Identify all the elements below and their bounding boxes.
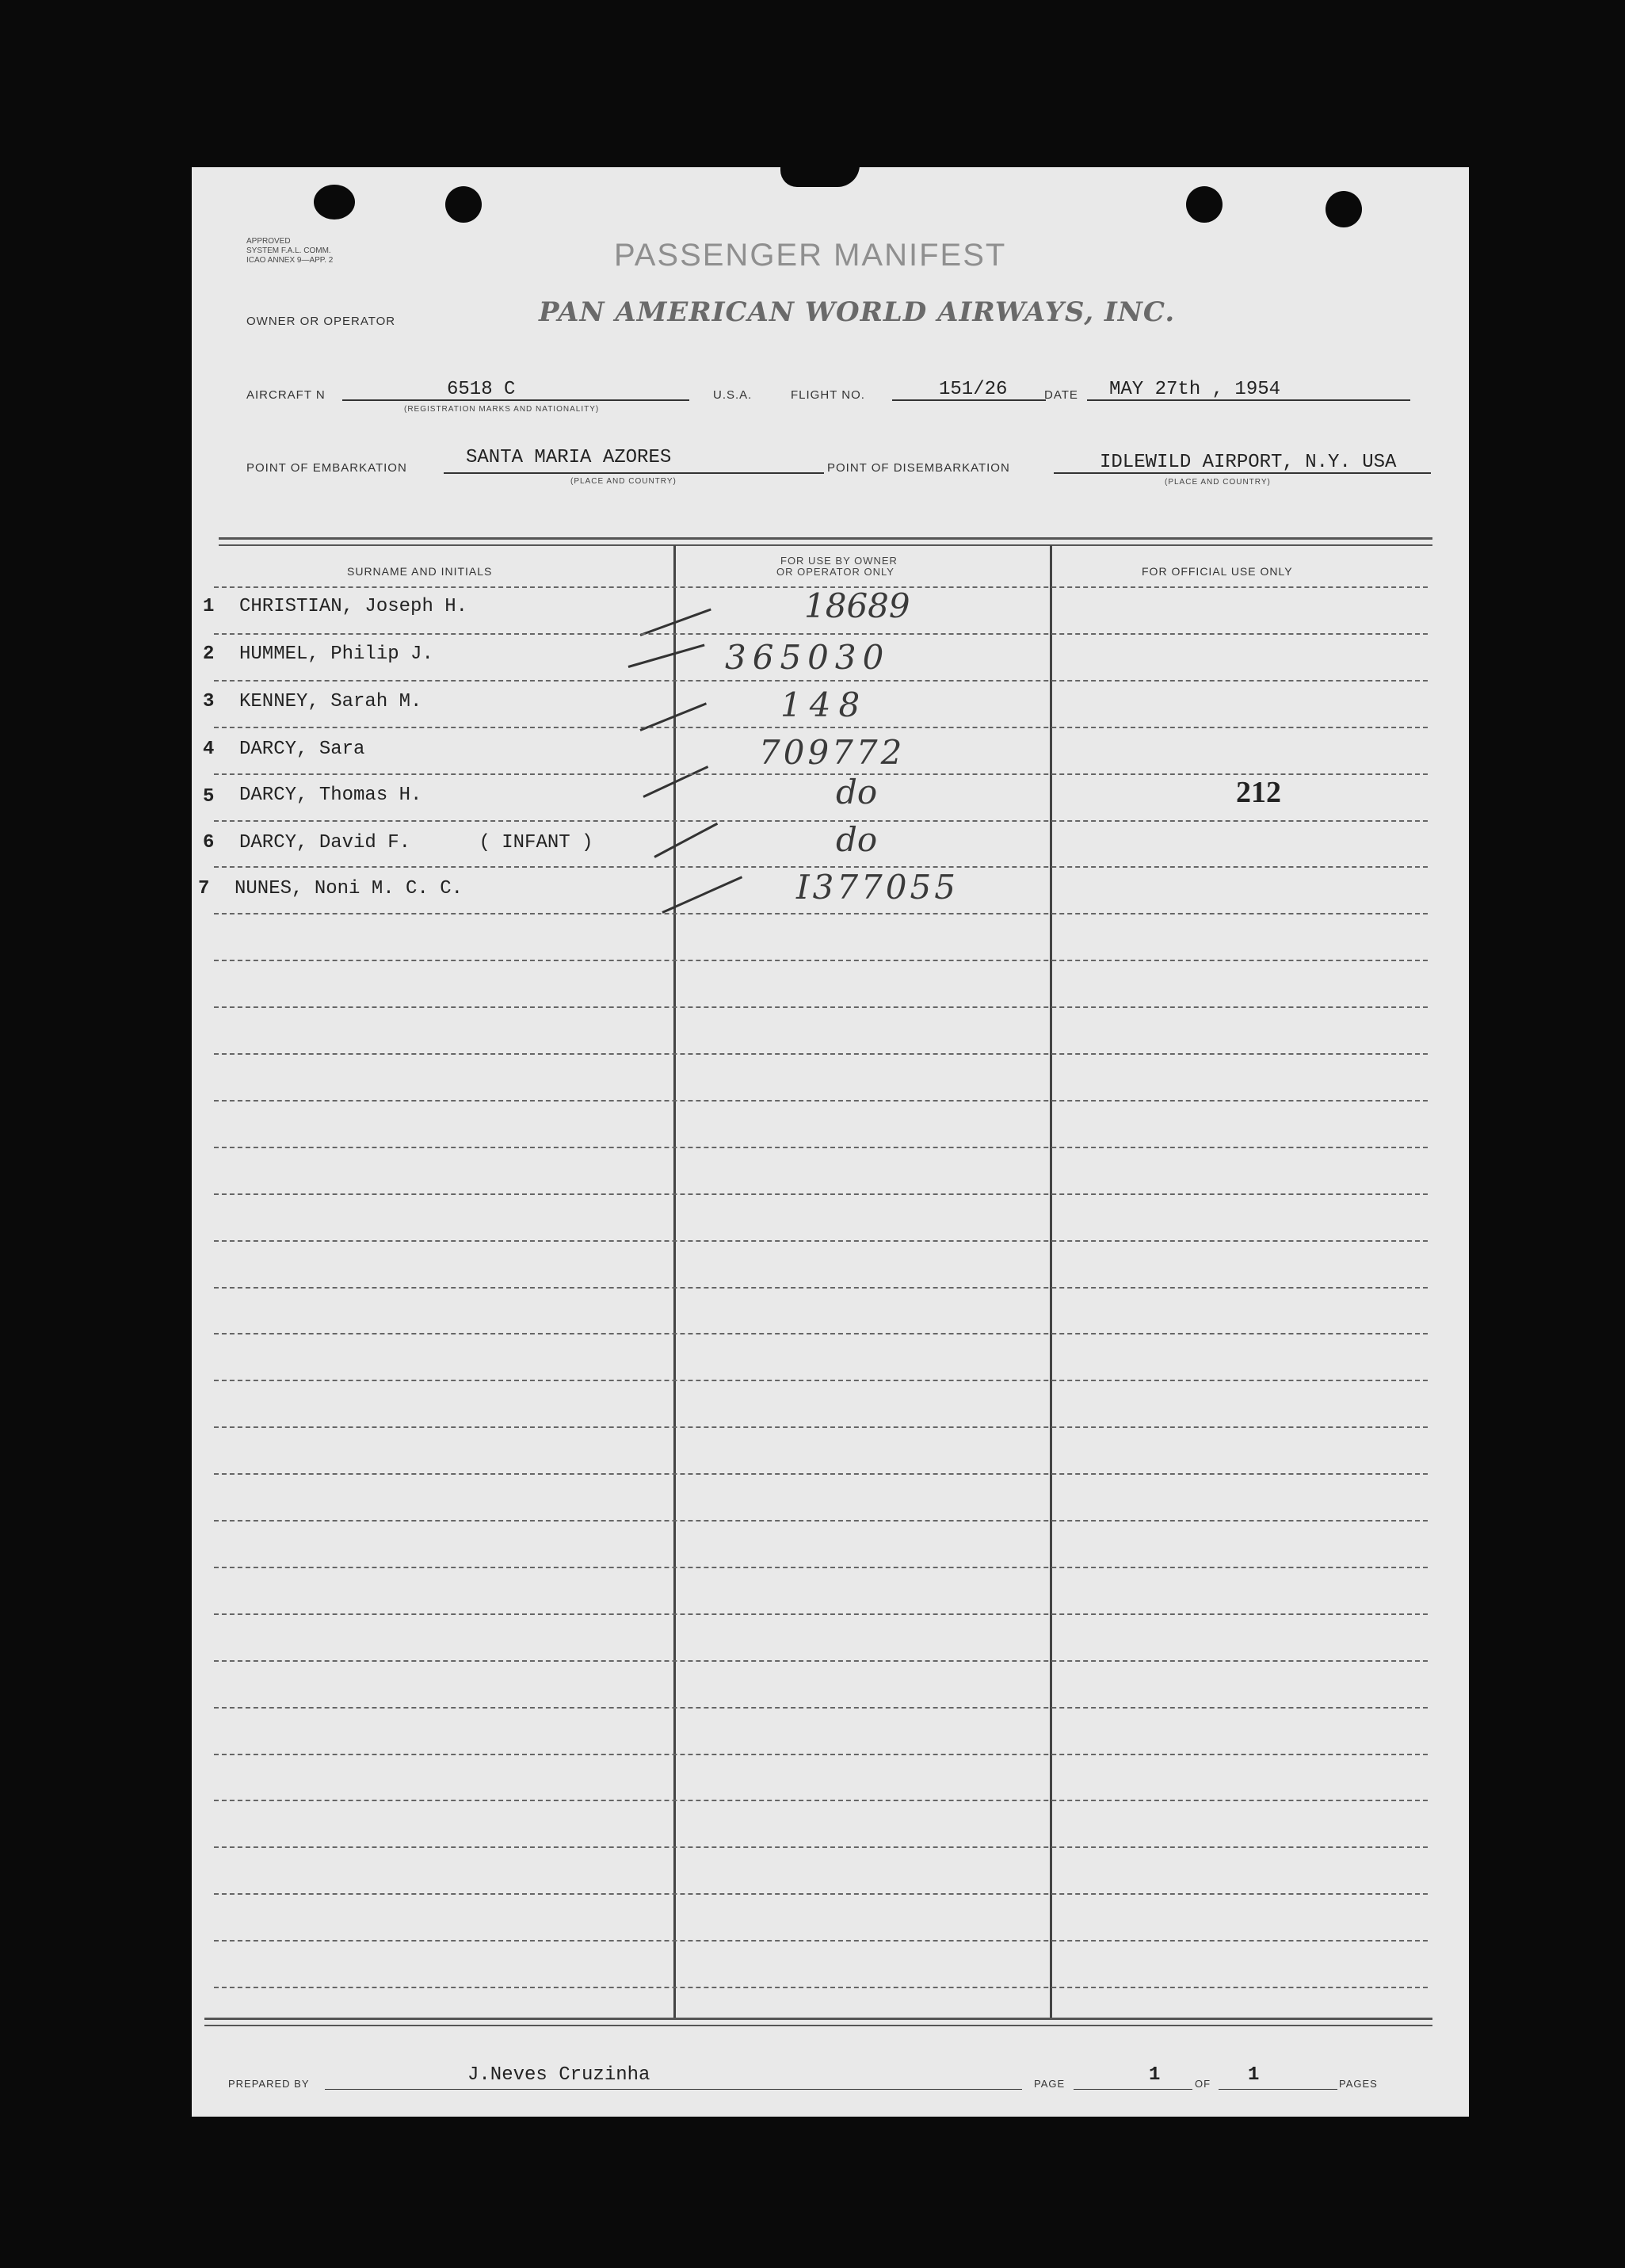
flight-value: 151/26 [939,379,1008,400]
row-rule [214,1707,1428,1709]
pages-label: PAGES [1339,2078,1378,2090]
table-bottom-rule-2 [204,2025,1432,2026]
owner-note-1: 18689 [804,586,910,625]
row-rule [214,1800,1428,1801]
row-rule [214,1426,1428,1428]
row-rule [214,1520,1428,1522]
row-rule [214,820,1428,822]
of-label: OF [1195,2078,1211,2090]
passenger-name-5: DARCY, Thomas H. [239,785,422,806]
row-rule [214,960,1428,961]
table-bottom-rule [204,2018,1432,2020]
row-number-2: 2 [203,643,215,665]
row-rule [214,1053,1428,1055]
passenger-name-6: DARCY, David F. ( INFANT ) [239,832,593,853]
row-number-4: 4 [203,739,215,760]
official-use-header: FOR OFFICIAL USE ONLY [1142,565,1293,578]
owner-use-header-1: FOR USE BY OWNER [780,555,898,567]
page-title: PASSENGER MANIFEST [614,238,1007,273]
embarkation-label: POINT OF EMBARKATION [246,461,407,475]
disembarkation-caption: (PLACE AND COUNTRY) [1165,478,1271,487]
column-divider-1 [673,545,676,2019]
embarkation-caption: (PLACE AND COUNTRY) [570,477,677,486]
embarkation-underline [444,472,824,474]
page-underline [1074,2089,1192,2090]
row-rule [214,1100,1428,1102]
disembarkation-label: POINT OF DISEMBARKATION [827,461,1010,475]
approval-line-2: SYSTEM F.A.L. COMM. [246,246,331,255]
page-label: PAGE [1034,2078,1066,2090]
embarkation-value: SANTA MARIA AZORES [466,447,672,468]
row-rule [214,1893,1428,1895]
page-number: 1 [1149,2064,1161,2086]
row-rule [214,1380,1428,1381]
row-rule [214,1660,1428,1662]
row-rule [214,727,1428,728]
punch-hole-2 [445,186,482,223]
row-rule [214,913,1428,914]
punch-hole-1 [314,185,355,220]
table-top-rule-2 [219,544,1432,546]
passenger-name-1: CHRISTIAN, Joseph H. [239,596,468,617]
row-rule [214,1613,1428,1615]
owner-note-6: do [836,820,878,859]
paper-tear [780,165,860,187]
passenger-name-2: HUMMEL, Philip J. [239,643,433,665]
owner-note-3: 148 [780,685,868,724]
row-number-5: 5 [203,786,215,808]
row-rule [214,866,1428,868]
aircraft-underline [342,399,689,401]
row-rule [214,1987,1428,1988]
approval-line-3: ICAO ANNEX 9—APP. 2 [246,256,334,265]
flight-label: FLIGHT NO. [791,388,865,402]
disembarkation-value: IDLEWILD AIRPORT, N.Y. USA [1100,452,1397,473]
prepared-by-label: PREPARED BY [228,2078,310,2090]
approval-line-1: APPROVED [246,237,291,246]
row-rule [214,1567,1428,1568]
official-entry-5: 212 [1236,776,1281,809]
prepared-by-underline [325,2089,1022,2090]
row-rule [214,680,1428,682]
prepared-by-value: J.Neves Cruzinha [467,2064,650,2086]
row-rule [214,1006,1428,1008]
row-rule [214,586,1428,588]
owner-label: OWNER OR OPERATOR [246,315,396,328]
row-rule [214,1754,1428,1755]
row-rule [214,1147,1428,1148]
owner-note-2: 365030 [725,638,891,677]
date-value: MAY 27th , 1954 [1109,379,1281,400]
punch-hole-4 [1326,191,1362,227]
country-label: U.S.A. [713,388,753,402]
owner-note-7: I377055 [796,868,959,907]
surname-header: SURNAME AND INITIALS [347,565,493,578]
row-number-7: 7 [198,878,210,899]
date-label: DATE [1044,388,1078,402]
row-rule [214,1193,1428,1195]
owner-use-header-2: OR OPERATOR ONLY [776,566,895,578]
row-rule [214,773,1428,775]
punch-hole-3 [1186,186,1223,223]
passenger-name-7: NUNES, Noni M. C. C. [235,878,463,899]
total-pages: 1 [1248,2064,1260,2086]
passenger-name-4: DARCY, Sara [239,739,365,760]
owner-note-4: 709772 [759,733,906,772]
row-rule [214,1940,1428,1942]
owner-note-5: do [836,773,878,811]
row-rule [214,633,1428,635]
row-rule [214,1287,1428,1289]
of-underline [1219,2089,1337,2090]
passenger-name-3: KENNEY, Sarah M. [239,691,422,712]
row-number-6: 6 [203,832,215,853]
row-rule [214,1333,1428,1334]
column-divider-2 [1050,545,1052,2019]
aircraft-caption: (REGISTRATION MARKS AND NATIONALITY) [404,405,600,414]
aircraft-label: AIRCRAFT N [246,388,326,402]
aircraft-value: 6518 C [447,379,516,400]
row-rule [214,1473,1428,1475]
row-rule [214,1240,1428,1242]
table-top-rule [219,537,1432,540]
operator-name: PAN AMERICAN WORLD AIRWAYS, INC. [539,296,1176,328]
row-rule [214,1846,1428,1848]
row-number-1: 1 [203,596,215,617]
row-number-3: 3 [203,691,215,712]
